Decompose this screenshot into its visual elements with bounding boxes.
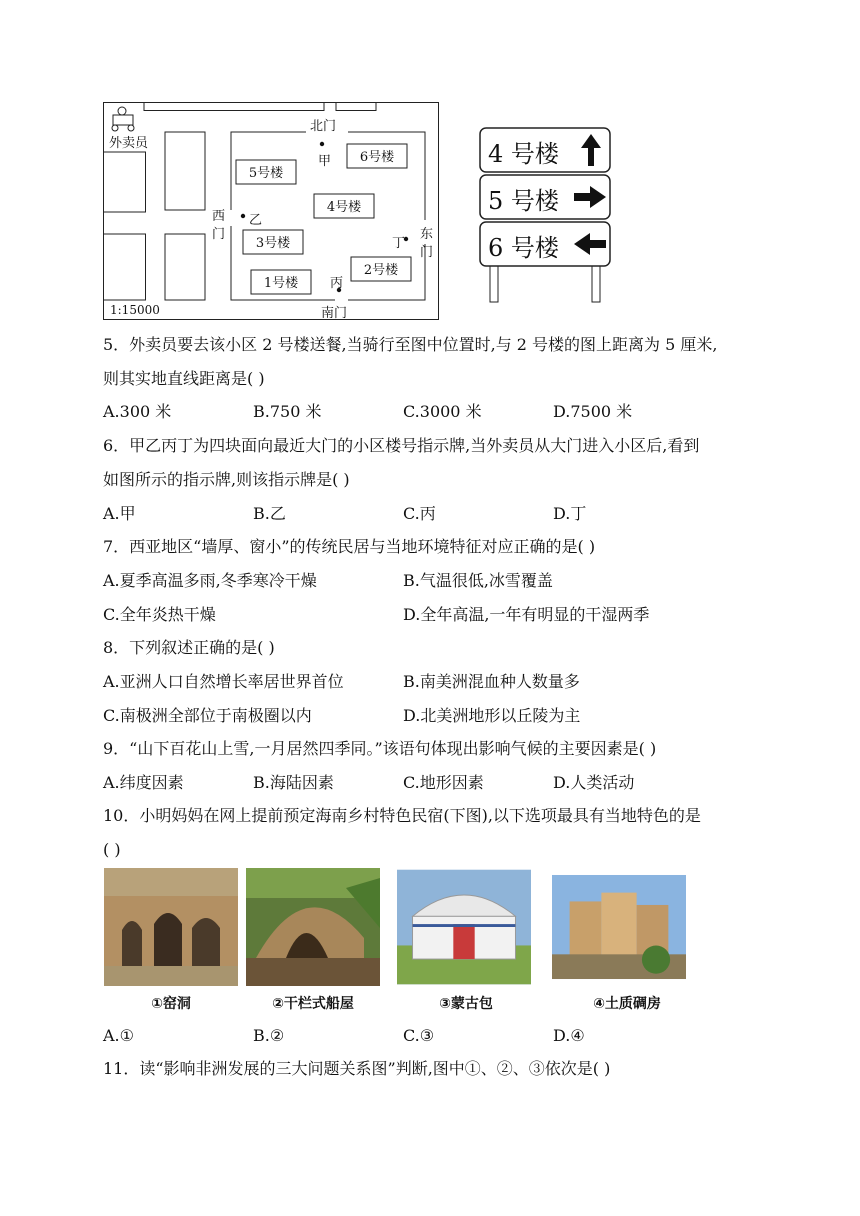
q11-stem: 11．读“影响非洲发展的三大问题关系图”判断,图中①、②、③依次是( ) (103, 1059, 611, 1078)
q6-option-c[interactable]: C.丙 (403, 504, 436, 523)
east-gate-label-1: 东 (420, 227, 434, 242)
photo-caption-3: ③蒙古包 (439, 996, 493, 1012)
jia-label: 甲 (318, 154, 332, 169)
q6-stem-line1: 6．甲乙丙丁为四块面向最近大门的小区楼号指示牌,当外卖员从大门进入小区后,看到 (103, 436, 700, 455)
q9-option-b[interactable]: B.海陆因素 (253, 773, 334, 792)
south-gate-label: 南门 (321, 306, 348, 321)
q6-option-a[interactable]: A.甲 (103, 504, 136, 523)
q6-stem-line2: 如图所示的指示牌,则该指示牌是( ) (103, 470, 350, 489)
courier-label: 外卖员 (109, 136, 149, 151)
north-gate-label: 北门 (310, 119, 337, 134)
q7-option-c[interactable]: C.全年炎热干燥 (103, 605, 216, 624)
cave-dwelling-photo (104, 868, 238, 986)
building-4-label: 4号楼 (326, 200, 362, 215)
q5-option-b[interactable]: B.750 米 (253, 402, 322, 421)
q8-option-c[interactable]: C.南极洲全部位于南极圈以内 (103, 706, 312, 725)
q9-option-c[interactable]: C.地形因素 (403, 773, 484, 792)
q9-option-d[interactable]: D.人类活动 (553, 773, 635, 792)
earthen-fort-house-photo (552, 868, 686, 986)
photo-caption-1: ①窑洞 (151, 996, 191, 1012)
q5-stem-line1: 5．外卖员要去该小区 2 号楼送餐,当骑行至图中位置时,与 2 号楼的图上距离为 5 厘米, (103, 335, 718, 354)
q10-option-b[interactable]: B.② (253, 1026, 285, 1045)
sign-row-2: 5 号楼 (488, 187, 559, 215)
east-gate-label-2: 门 (420, 245, 434, 260)
photo-caption-4: ④土质碉房 (593, 996, 661, 1012)
q9-stem: 9．“山下百花山上雪,一月居然四季同。”该语句体现出影响气候的主要因素是( ) (103, 739, 657, 758)
q5-stem-line2: 则其实地直线距离是( ) (103, 369, 265, 388)
q8-option-a[interactable]: A.亚洲人口自然增长率居世界首位 (103, 672, 344, 691)
building-6-label: 6号楼 (359, 150, 395, 165)
q8-option-b[interactable]: B.南美洲混血种人数量多 (403, 672, 580, 691)
q9-option-a[interactable]: A.纬度因素 (103, 773, 184, 792)
q10-option-c[interactable]: C.③ (403, 1026, 435, 1045)
q6-option-b[interactable]: B.乙 (253, 504, 286, 523)
q10-stem-line2: ( ) (103, 840, 121, 859)
mongolian-yurt-photo (397, 868, 531, 986)
q5-option-d[interactable]: D.7500 米 (553, 402, 633, 421)
photo-caption-2: ②干栏式船屋 (272, 996, 354, 1012)
building-1-label: 1号楼 (263, 276, 299, 291)
sign-row-3: 6 号楼 (488, 234, 559, 262)
q5-option-c[interactable]: C.3000 米 (403, 402, 482, 421)
building-5-label: 5号楼 (248, 166, 284, 181)
building-3-label: 3号楼 (255, 236, 291, 251)
q7-option-a[interactable]: A.夏季高温多雨,冬季寒冷干燥 (103, 571, 317, 590)
q7-stem: 7．西亚地区“墙厚、窗小”的传统民居与当地环境特征对应正确的是( ) (103, 537, 596, 556)
west-gate-label-1: 西 (212, 209, 226, 224)
q6-option-d[interactable]: D.丁 (553, 504, 587, 523)
q8-option-d[interactable]: D.北美洲地形以丘陵为主 (403, 706, 581, 725)
sign-row-1: 4 号楼 (488, 140, 559, 168)
q10-option-d[interactable]: D.④ (553, 1026, 585, 1045)
q5-option-a[interactable]: A.300 米 (103, 402, 172, 421)
yi-label: 乙 (249, 213, 263, 228)
west-gate-label-2: 门 (212, 227, 226, 242)
q10-option-a[interactable]: A.① (103, 1026, 134, 1045)
bing-label: 丙 (330, 276, 344, 291)
building-2-label: 2号楼 (363, 263, 399, 278)
q10-stem-line1: 10．小明妈妈在网上提前预定海南乡村特色民宿(下图),以下选项最具有当地特色的是 (103, 806, 701, 825)
ding-label: 丁 (392, 236, 406, 251)
q8-stem: 8．下列叙述正确的是( ) (103, 638, 275, 657)
map-scale: 1:15000 (110, 303, 160, 317)
q7-option-b[interactable]: B.气温很低,冰雪覆盖 (403, 571, 553, 590)
q7-option-d[interactable]: D.全年高温,一年有明显的干湿两季 (403, 605, 650, 624)
stilt-boat-house-photo (246, 868, 380, 986)
